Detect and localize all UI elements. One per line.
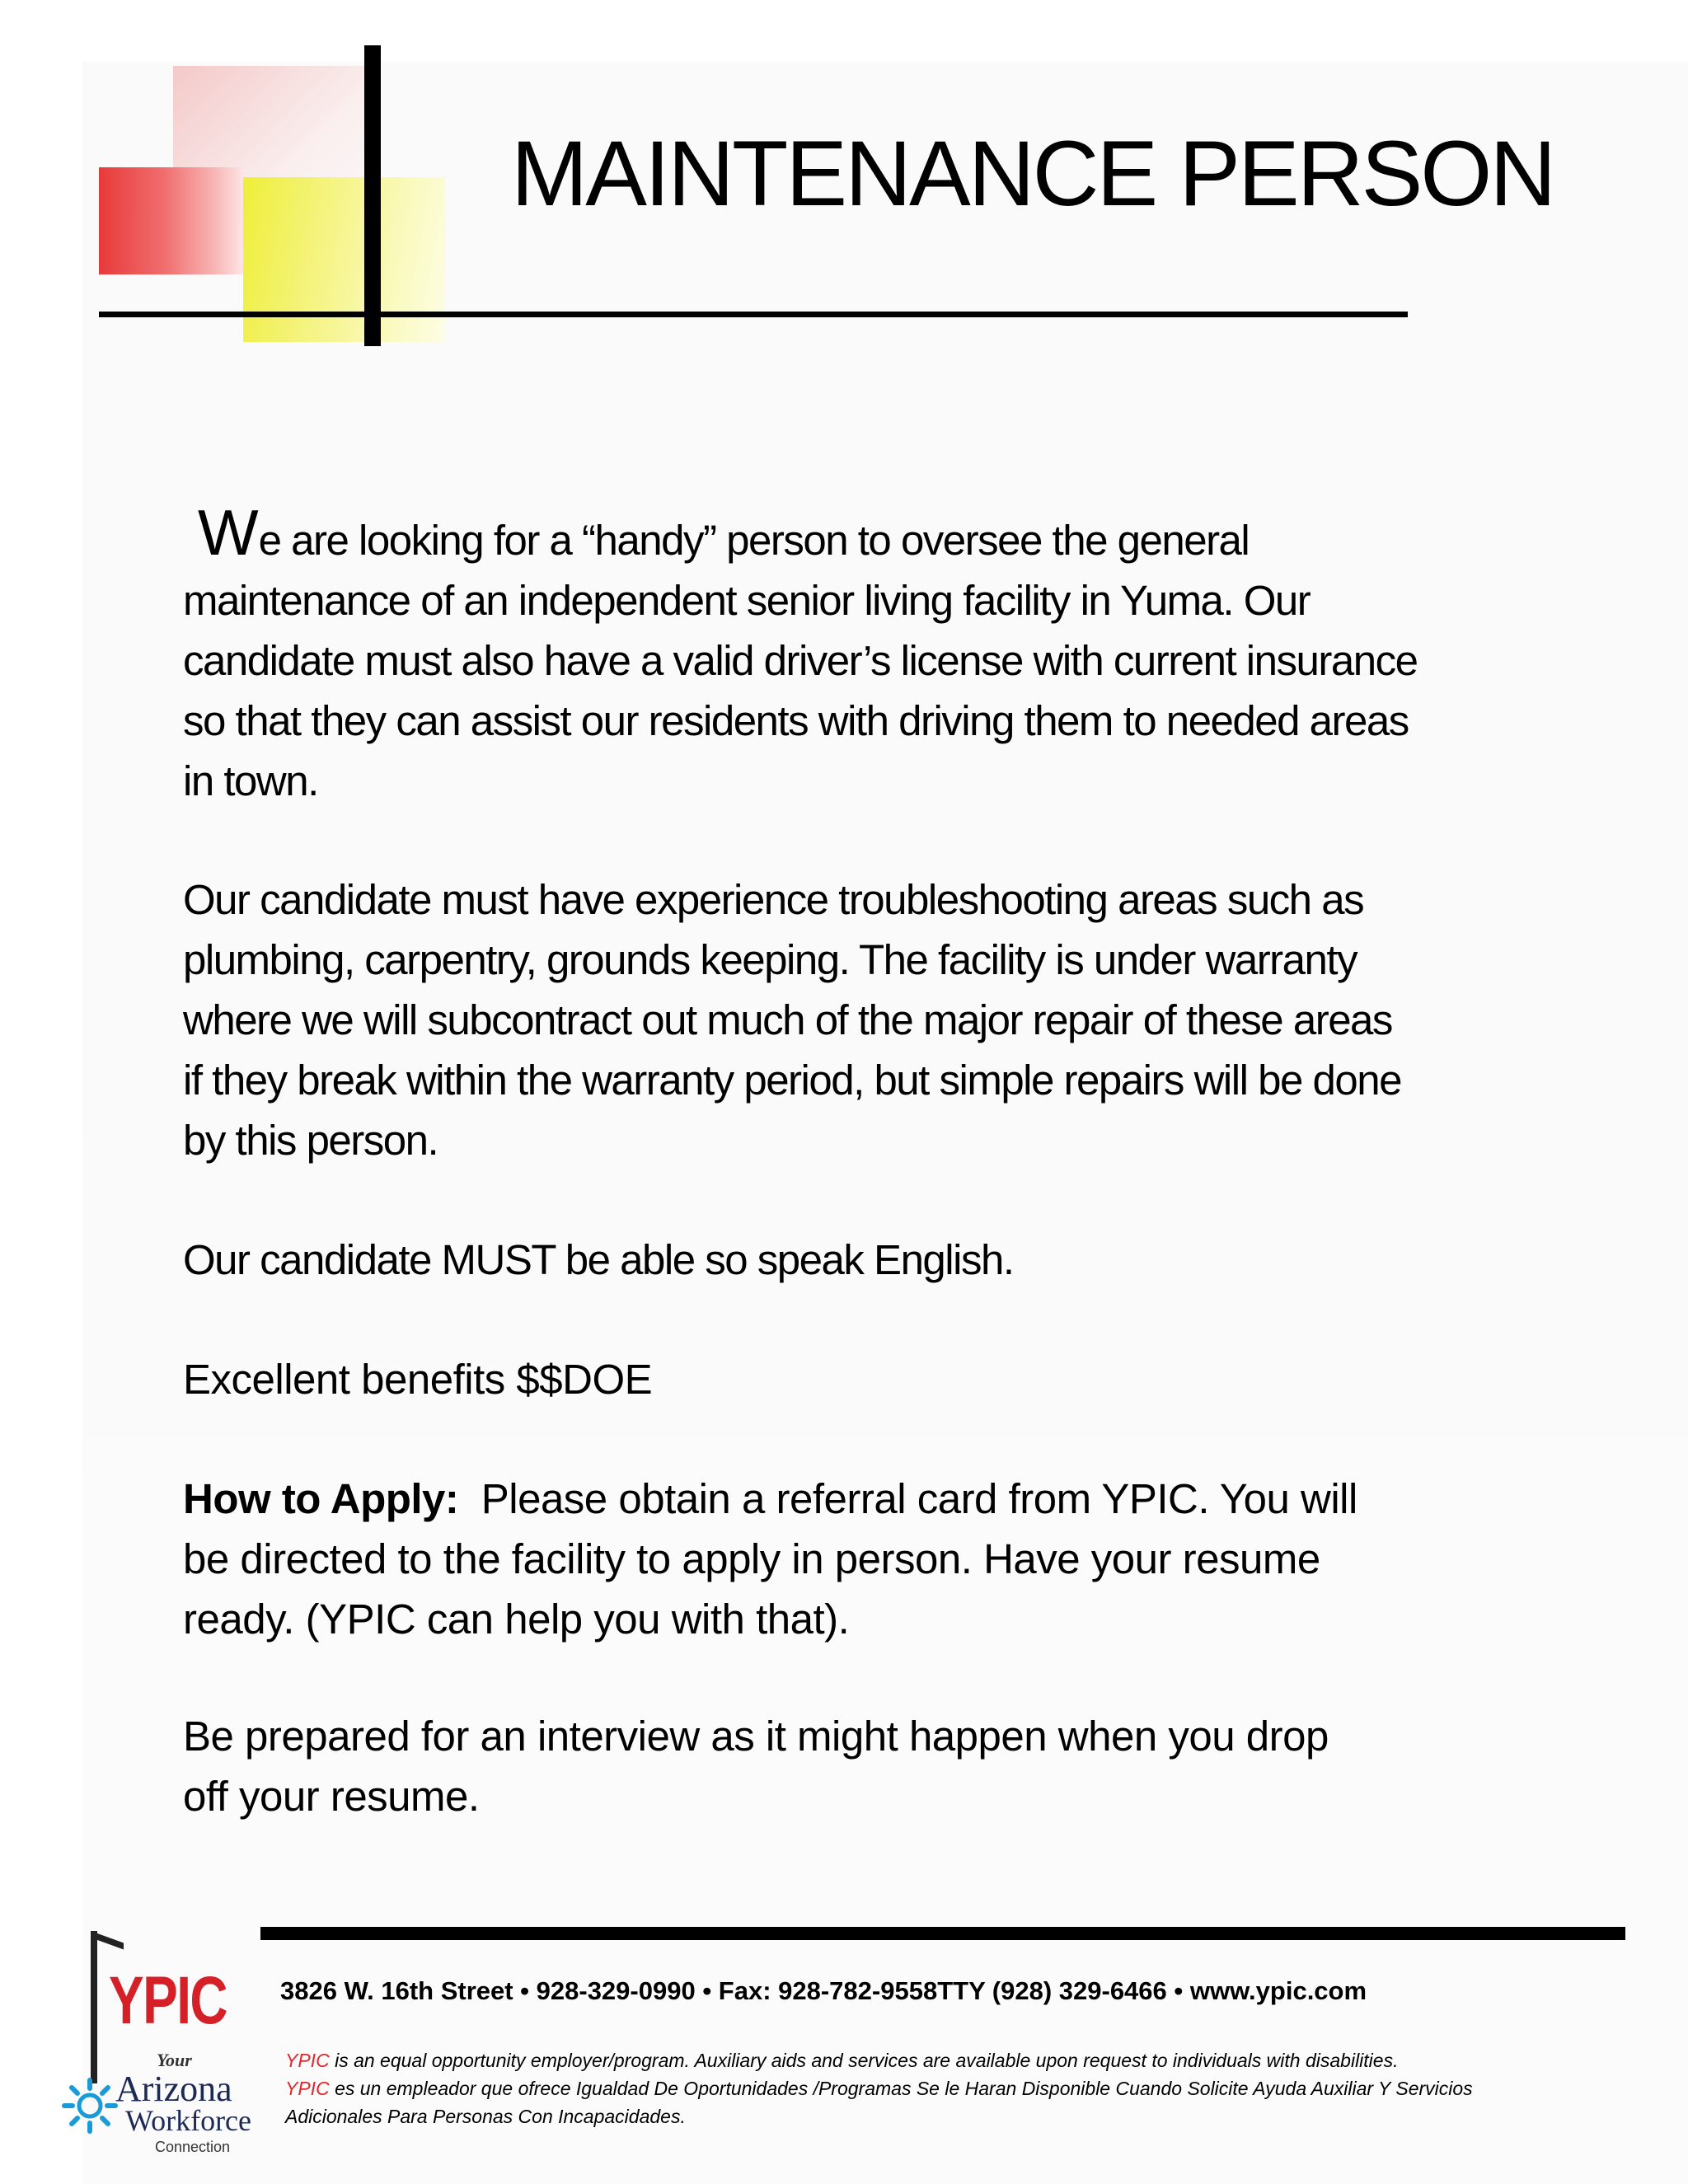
apply-line: be directed to the facility to apply in person. Have your resume [183, 1535, 1320, 1582]
disclaimer-text-es: es un empleador que ofrece Igualdad De Oportunidades /Programas Se le Haran Disponible Cuando Solicite Ayuda Auxiliar Y Servicios [329, 2078, 1473, 2099]
header-rule [99, 312, 1408, 317]
disclaimer-spanish-line-2: Adicionales Para Personas Con Incapacidades. [285, 2106, 686, 2127]
disclaimer-org-es: YPIC [285, 2078, 330, 2099]
disclaimer-org-en: YPIC [285, 2050, 330, 2071]
interview-line: Be prepared for an interview as it might happen when you drop [183, 1713, 1329, 1760]
intro-line: so that they can assist our residents with driving them to needed areas [183, 697, 1409, 744]
intro-line: maintenance of an independent senior living facility in Yuma. Our [183, 577, 1311, 624]
decorative-red-square [99, 167, 243, 274]
intro-line: in town. [183, 757, 318, 804]
contact-info: 3826 W. 16th Street • 928-329-0990 • Fax: 928-782-9558TTY (928) 329-6466 • www.ypic.com [280, 1976, 1367, 2005]
disclaimer-spanish [285, 2074, 1637, 2102]
intro-paragraph [183, 496, 1584, 811]
ypic-logo [59, 1924, 265, 2172]
logo-ypic-text: YPIC [109, 1963, 227, 2038]
intro-line-1-text: e are looking for a “handy” person to oversee the general [258, 517, 1250, 564]
apply-line-1 [183, 1469, 1584, 1529]
logo-workforce-text: Workforce [125, 2104, 252, 2137]
sun-icon [61, 2077, 119, 2135]
footer-rule [260, 1927, 1625, 1940]
experience-line: by this person. [183, 1117, 438, 1164]
logo-bracket [91, 1931, 97, 2083]
how-to-apply-paragraph [183, 1469, 1584, 1649]
logo-connection-text: Connection [155, 2139, 231, 2155]
logo-arizona-text: Arizona [115, 2069, 232, 2109]
experience-line: if they break within the warranty period, but simple repairs will be done [183, 1057, 1401, 1104]
benefits-line: Excellent benefits $$DOE [183, 1356, 653, 1403]
page-title: MAINTENANCE PERSON [511, 122, 1554, 225]
apply-line: ready. (YPIC can help you with that). [183, 1596, 850, 1643]
apply-line-1-text: Please obtain a referral card from YPIC. You will [458, 1475, 1357, 1522]
experience-paragraph [183, 869, 1584, 1170]
logo-your-text: Your [157, 2050, 192, 2070]
disclaimer-text-en: is an equal opportunity employer/program. Auxiliary aids and services are available upon request to individuals with disabilities. [329, 2050, 1399, 2071]
interview-line: off your resume. [183, 1773, 480, 1820]
decorative-yellow-square [243, 177, 445, 342]
drop-initial: W [198, 496, 259, 569]
disclaimer-english [285, 2046, 1637, 2074]
experience-line: where we will subcontract out much of the major repair of these areas [183, 996, 1392, 1043]
language-requirement: Our candidate MUST be able so speak English. [183, 1236, 1014, 1283]
intro-line-1 [183, 496, 1584, 570]
intro-line: candidate must also have a valid driver’s license with current insurance [183, 637, 1418, 684]
decorative-vertical-bar [364, 45, 381, 346]
experience-line: Our candidate must have experience troubleshooting areas such as [183, 876, 1364, 923]
experience-line: plumbing, carpentry, grounds keeping. The facility is under warranty [183, 936, 1357, 983]
how-to-apply-label: How to Apply: [183, 1475, 459, 1522]
eeo-disclaimer [285, 2046, 1637, 2130]
interview-paragraph [183, 1706, 1584, 1826]
